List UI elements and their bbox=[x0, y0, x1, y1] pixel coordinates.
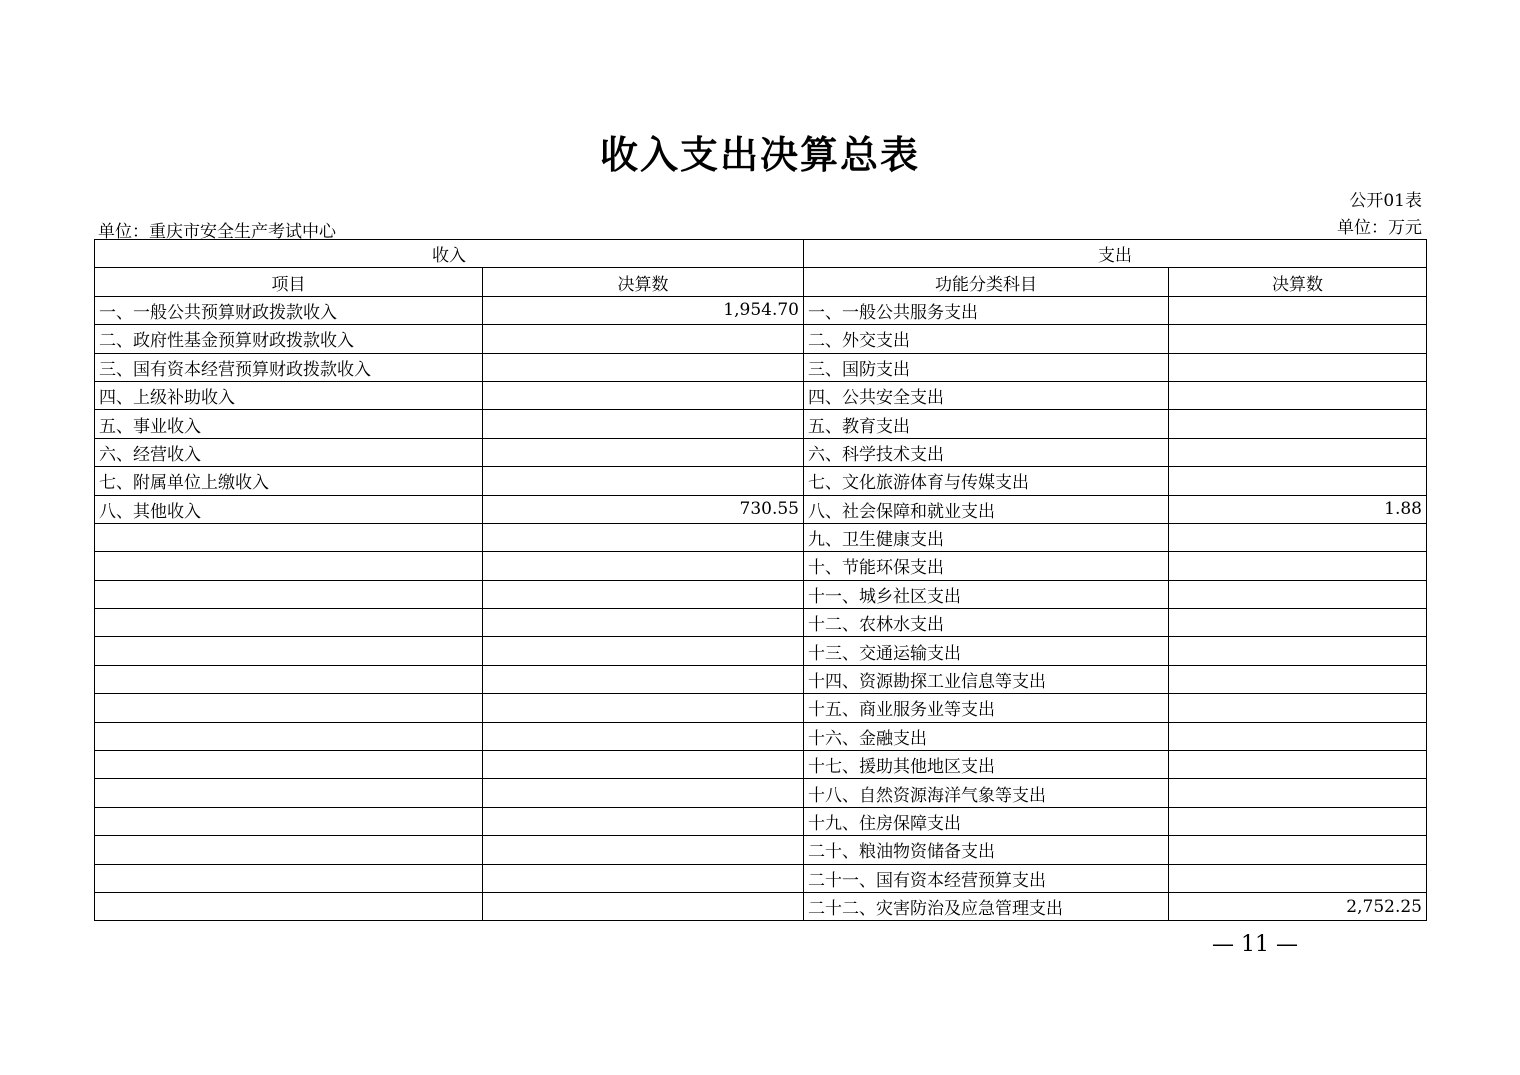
expense-amount-cell bbox=[1169, 552, 1427, 580]
income-amount-cell bbox=[483, 751, 804, 779]
income-item-cell: 五、事业收入 bbox=[95, 410, 483, 438]
table-row bbox=[95, 609, 1427, 637]
expense-item-cell: 二十一、国有资本经营预算支出 bbox=[804, 864, 1169, 892]
table-body bbox=[95, 296, 1427, 921]
income-item-cell bbox=[95, 722, 483, 750]
col-income-amount-header: 决算数 bbox=[483, 268, 804, 296]
table-row bbox=[95, 523, 1427, 551]
expense-amount-cell bbox=[1169, 722, 1427, 750]
expense-item-cell: 十五、商业服务业等支出 bbox=[804, 694, 1169, 722]
table-row bbox=[95, 552, 1427, 580]
expense-item-cell: 十四、资源勘探工业信息等支出 bbox=[804, 665, 1169, 693]
income-amount-cell bbox=[483, 807, 804, 835]
expense-item-cell: 六、科学技术支出 bbox=[804, 438, 1169, 466]
expense-amount-cell bbox=[1169, 353, 1427, 381]
expense-item-cell: 十九、住房保障支出 bbox=[804, 807, 1169, 835]
income-item-cell: 六、经营收入 bbox=[95, 438, 483, 466]
expense-amount-cell bbox=[1169, 438, 1427, 466]
income-amount-cell bbox=[483, 353, 804, 381]
page-number: — 11 — bbox=[1212, 932, 1298, 957]
form-number: 公开01表 bbox=[1349, 191, 1422, 211]
expense-amount-cell bbox=[1169, 807, 1427, 835]
expense-item-cell: 十、节能环保支出 bbox=[804, 552, 1169, 580]
expense-amount-cell bbox=[1169, 836, 1427, 864]
expense-item-cell: 二、外交支出 bbox=[804, 325, 1169, 353]
table-row bbox=[95, 381, 1427, 409]
table-row bbox=[95, 325, 1427, 353]
table-row bbox=[95, 694, 1427, 722]
col-function-header: 功能分类科目 bbox=[804, 268, 1169, 296]
income-amount-cell bbox=[483, 694, 804, 722]
table-row bbox=[95, 438, 1427, 466]
expense-group-header: 支出 bbox=[804, 240, 1427, 268]
income-item-cell bbox=[95, 864, 483, 892]
expense-amount-cell bbox=[1169, 694, 1427, 722]
income-item-cell: 四、上级补助收入 bbox=[95, 381, 483, 409]
expense-amount-cell bbox=[1169, 637, 1427, 665]
income-item-cell bbox=[95, 609, 483, 637]
income-amount-cell bbox=[483, 552, 804, 580]
income-amount-cell: 730.55 bbox=[483, 495, 804, 523]
income-expense-table bbox=[94, 239, 1427, 921]
expense-item-cell: 五、教育支出 bbox=[804, 410, 1169, 438]
table-row bbox=[95, 467, 1427, 495]
income-item-cell bbox=[95, 637, 483, 665]
income-item-cell bbox=[95, 580, 483, 608]
expense-item-cell: 七、文化旅游体育与传媒支出 bbox=[804, 467, 1169, 495]
income-amount-cell bbox=[483, 779, 804, 807]
table-row bbox=[95, 892, 1427, 920]
income-item-cell bbox=[95, 892, 483, 920]
income-amount-cell bbox=[483, 836, 804, 864]
expense-item-cell: 十七、援助其他地区支出 bbox=[804, 751, 1169, 779]
expense-amount-cell: 1.88 bbox=[1169, 495, 1427, 523]
income-item-cell: 二、政府性基金预算财政拨款收入 bbox=[95, 325, 483, 353]
table-row bbox=[95, 580, 1427, 608]
income-amount-cell bbox=[483, 438, 804, 466]
expense-item-cell: 十三、交通运输支出 bbox=[804, 637, 1169, 665]
income-item-cell bbox=[95, 694, 483, 722]
expense-item-cell: 十八、自然资源海洋气象等支出 bbox=[804, 779, 1169, 807]
group-header-row bbox=[95, 240, 1427, 268]
income-amount-cell bbox=[483, 523, 804, 551]
expense-amount-cell bbox=[1169, 609, 1427, 637]
income-item-cell bbox=[95, 751, 483, 779]
table-row bbox=[95, 353, 1427, 381]
table-row bbox=[95, 751, 1427, 779]
expense-item-cell: 一、一般公共服务支出 bbox=[804, 296, 1169, 324]
income-item-cell bbox=[95, 552, 483, 580]
expense-item-cell: 十六、金融支出 bbox=[804, 722, 1169, 750]
income-amount-cell bbox=[483, 467, 804, 495]
expense-amount-cell bbox=[1169, 467, 1427, 495]
expense-amount-cell bbox=[1169, 864, 1427, 892]
column-header-row bbox=[95, 268, 1427, 296]
expense-amount-cell bbox=[1169, 665, 1427, 693]
expense-amount-cell bbox=[1169, 381, 1427, 409]
expense-item-cell: 十二、农林水支出 bbox=[804, 609, 1169, 637]
table-row bbox=[95, 836, 1427, 864]
currency-unit: 单位：万元 bbox=[1337, 218, 1422, 238]
expense-amount-cell bbox=[1169, 580, 1427, 608]
table-row bbox=[95, 296, 1427, 324]
expense-item-cell: 十一、城乡社区支出 bbox=[804, 580, 1169, 608]
income-item-cell bbox=[95, 836, 483, 864]
income-item-cell bbox=[95, 665, 483, 693]
organization-unit: 单位：重庆市安全生产考试中心 bbox=[98, 222, 336, 242]
income-item-cell bbox=[95, 807, 483, 835]
income-amount-cell bbox=[483, 609, 804, 637]
col-item-header: 项目 bbox=[95, 268, 483, 296]
expense-item-cell: 四、公共安全支出 bbox=[804, 381, 1169, 409]
expense-amount-cell bbox=[1169, 296, 1427, 324]
income-item-cell bbox=[95, 779, 483, 807]
table-row bbox=[95, 637, 1427, 665]
expense-amount-cell bbox=[1169, 410, 1427, 438]
col-expense-amount-header: 决算数 bbox=[1169, 268, 1427, 296]
income-amount-cell bbox=[483, 892, 804, 920]
table-row bbox=[95, 807, 1427, 835]
income-item-cell: 一、一般公共预算财政拨款收入 bbox=[95, 296, 483, 324]
expense-amount-cell bbox=[1169, 523, 1427, 551]
income-group-header: 收入 bbox=[95, 240, 804, 268]
income-amount-cell bbox=[483, 637, 804, 665]
income-amount-cell bbox=[483, 580, 804, 608]
income-amount-cell: 1,954.70 bbox=[483, 296, 804, 324]
expense-item-cell: 二十、粮油物资储备支出 bbox=[804, 836, 1169, 864]
table-row bbox=[95, 665, 1427, 693]
expense-amount-cell bbox=[1169, 325, 1427, 353]
table-row bbox=[95, 779, 1427, 807]
income-item-cell: 三、国有资本经营预算财政拨款收入 bbox=[95, 353, 483, 381]
income-amount-cell bbox=[483, 410, 804, 438]
expense-amount-cell: 2,752.25 bbox=[1169, 892, 1427, 920]
table-row bbox=[95, 722, 1427, 750]
income-amount-cell bbox=[483, 381, 804, 409]
table-row bbox=[95, 495, 1427, 523]
expense-item-cell: 八、社会保障和就业支出 bbox=[804, 495, 1169, 523]
income-amount-cell bbox=[483, 864, 804, 892]
page-title: 收入支出决算总表 bbox=[599, 132, 920, 177]
expense-amount-cell bbox=[1169, 751, 1427, 779]
table-row bbox=[95, 864, 1427, 892]
table-row bbox=[95, 410, 1427, 438]
income-item-cell: 八、其他收入 bbox=[95, 495, 483, 523]
income-amount-cell bbox=[483, 722, 804, 750]
expense-amount-cell bbox=[1169, 779, 1427, 807]
expense-item-cell: 二十二、灾害防治及应急管理支出 bbox=[804, 892, 1169, 920]
income-amount-cell bbox=[483, 665, 804, 693]
income-item-cell bbox=[95, 523, 483, 551]
income-amount-cell bbox=[483, 325, 804, 353]
expense-item-cell: 三、国防支出 bbox=[804, 353, 1169, 381]
expense-item-cell: 九、卫生健康支出 bbox=[804, 523, 1169, 551]
income-item-cell: 七、附属单位上缴收入 bbox=[95, 467, 483, 495]
